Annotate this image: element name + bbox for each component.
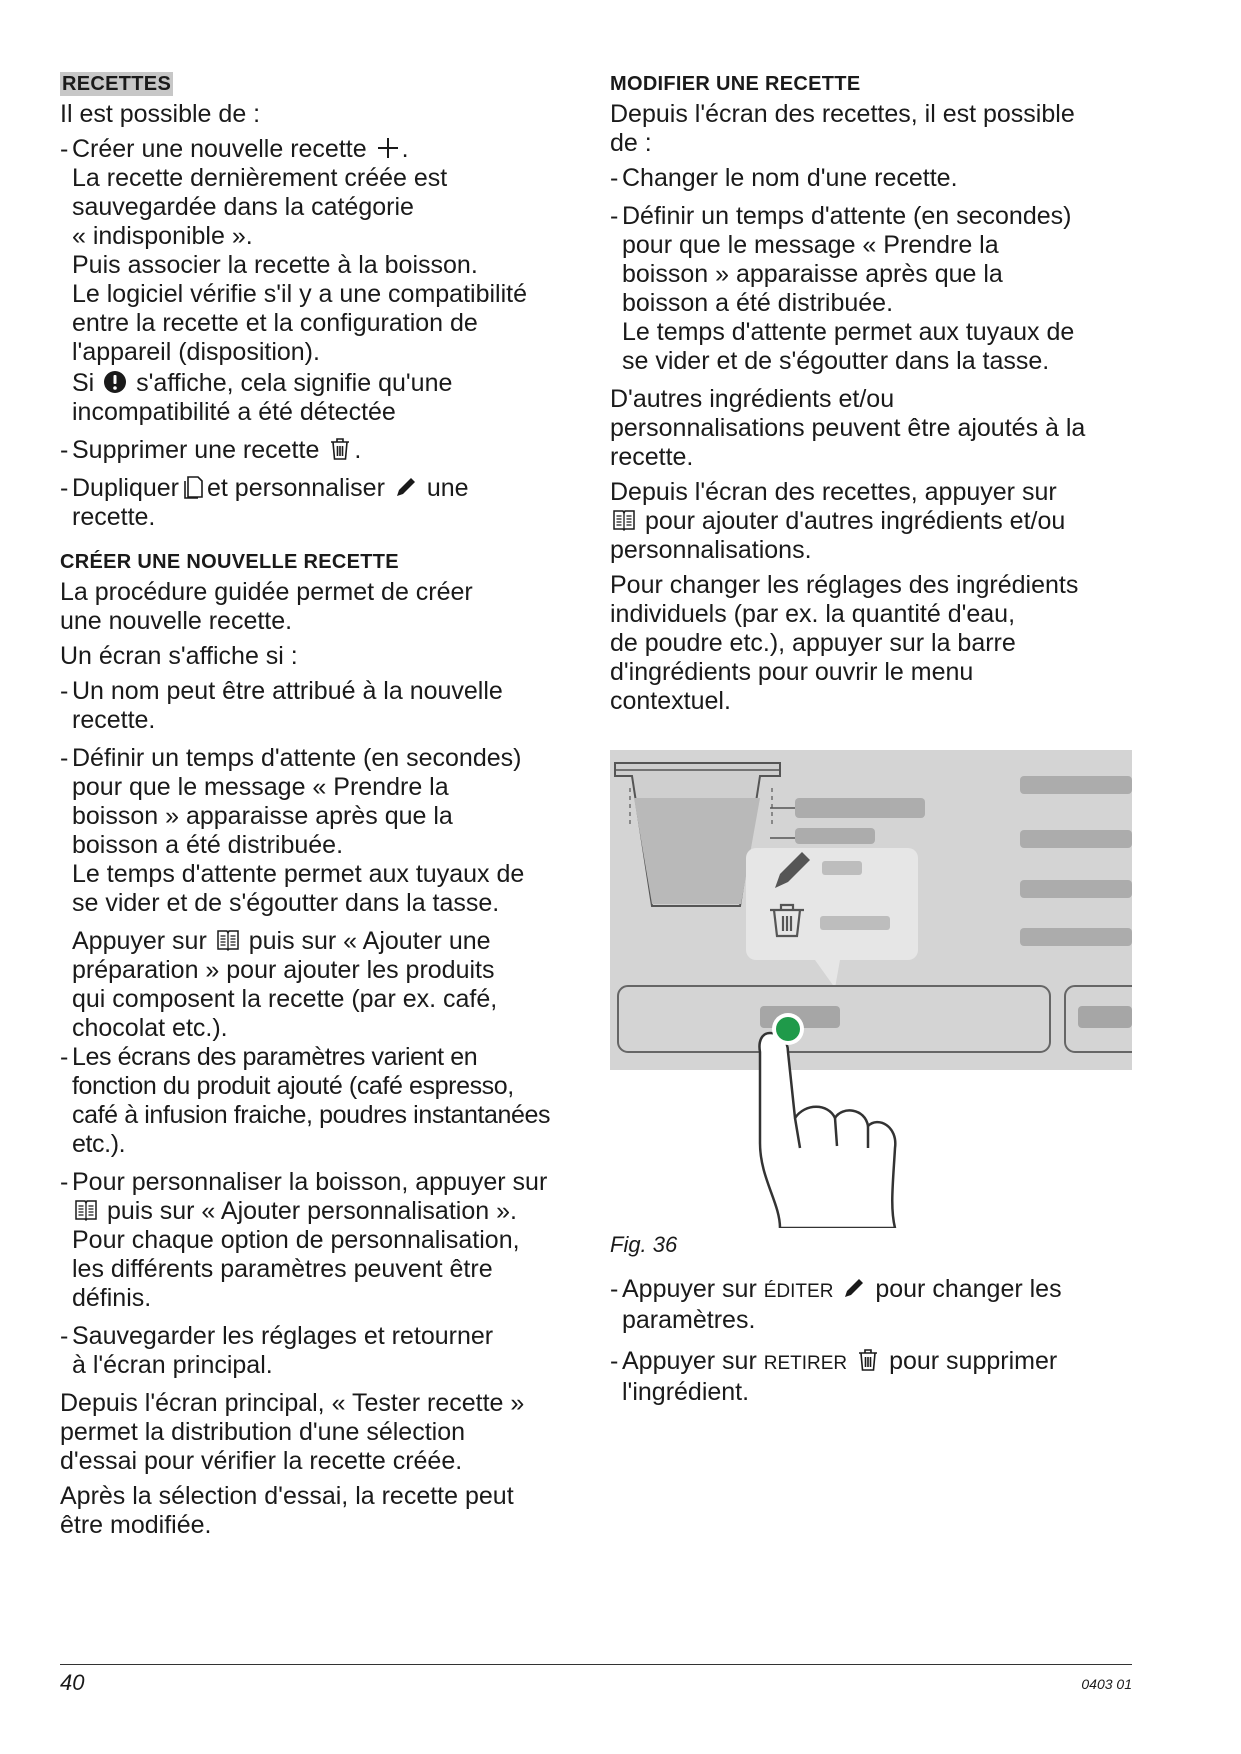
copy-icon [181, 475, 205, 499]
paragraph-screen: Un écran s'affiche si : [60, 642, 298, 670]
list-item-create: - Créer une nouvelle recette . La recette dernièrement créée est sauvegardée dans la catégorie « indisponible ». Puis associer la recette à la boisson. Le logiciel vérifie s'il y a une compatibilité entre la recette et la configuration de l'appareil (disposition). Si s'affiche, cela signifie qu'une incompatibilité a été détectée [60, 135, 527, 426]
tap-indicator [776, 1017, 800, 1041]
paragraph-other-ingredients: D'autres ingrédients et/ou personnalisations peuvent être ajoutés à la recette. [610, 385, 1086, 471]
list-item-rename: - Changer le nom d'une recette. [610, 164, 958, 192]
document-code: 0403 01 [1081, 1676, 1132, 1692]
list-item-screens: - Les écrans des paramètres varient en fonction du produit ajouté (café espresso, café à infusion fraiche, poudres instantanées etc.). [60, 1043, 551, 1158]
right-bottom-list [610, 1275, 1140, 1416]
recipe-book-icon [74, 1198, 98, 1222]
paragraph-after-test: Après la sélection d'essai, la recette peut être modifiée. [60, 1482, 514, 1539]
section-title-recettes: RECETTES [62, 73, 172, 95]
list-item-wait-time-2: - Définir un temps d'attente (en secondes) pour que le message « Prendre la boisson » apparaisse après que la boisson a été distribuée. Le temps d'attente permet aux tuyaux de se vider et de s'égoutter dans la tasse. [610, 202, 1075, 375]
trash-icon [856, 1348, 880, 1372]
list-item-personalize: - Pour personnaliser la boisson, appuyer sur puis sur « Ajouter personnalisation ». Pour chaque option de personnalisation, les différents paramètres peuvent être définis. [60, 1168, 548, 1312]
list-item-delete: - Supprimer une recette . [60, 436, 362, 464]
footer-rule [60, 1664, 1132, 1665]
figure-36-illustration [610, 748, 1132, 1228]
page-number: 40 [60, 1670, 85, 1695]
warning-icon [103, 370, 127, 394]
right-column [610, 72, 1140, 722]
paragraph-guided: La procédure guidée permet de créer une nouvelle recette. [60, 578, 473, 635]
paragraph-modify-intro: Depuis l'écran des recettes, il est possible de : [610, 100, 1075, 157]
section-title-create: CRÉER UNE NOUVELLE RECETTE [60, 551, 399, 573]
list-item-remove: - Appuyer sur RETIRER pour supprimer l'ingrédient. [610, 1347, 1058, 1406]
list-item-duplicate: - Dupliquer et personnaliser une recette. [60, 474, 469, 531]
paragraph-press-book: Depuis l'écran des recettes, appuyer sur pour ajouter d'autres ingrédients et/ou personnalisations. [610, 478, 1066, 564]
list-item-wait-time: - Définir un temps d'attente (en secondes) pour que le message « Prendre la boisson » apparaisse après que la boisson a été distribuée. Le temps d'attente permet aux tuyaux de se vider et de s'égoutter dans la tasse. [60, 744, 525, 917]
section-title-modify: MODIFIER UNE RECETTE [610, 73, 861, 95]
list-item-edit: - Appuyer sur ÉDITER pour changer les paramètres. [610, 1275, 1062, 1334]
plus-icon [376, 136, 400, 160]
pencil-icon [394, 475, 418, 499]
pencil-icon [842, 1276, 866, 1300]
recipe-book-icon [612, 508, 636, 532]
left-column [60, 72, 580, 1546]
recipe-book-icon [216, 928, 240, 952]
list-item-name: - Un nom peut être attribué à la nouvelle recette. [60, 677, 503, 734]
figure-caption: Fig. 36 [610, 1232, 678, 1257]
paragraph-ingredient-bar: Pour changer les réglages des ingrédients individuels (par ex. la quantité d'eau, de poudre etc.), appuyer sur la barre d'ingrédients pour ouvrir le menu contextuel. [610, 571, 1079, 715]
paragraph-add-preparation: Appuyer sur puis sur « Ajouter une préparation » pour ajouter les produits qui composent la recette (par ex. café, chocolat etc.). [72, 927, 498, 1042]
trash-icon [328, 437, 352, 461]
paragraph-test-recipe: Depuis l'écran principal, « Tester recette » permet la distribution d'une sélection d'essai pour vérifier la recette créée. [60, 1389, 525, 1475]
list-item-save: - Sauvegarder les réglages et retourner à l'écran principal. [60, 1322, 494, 1379]
intro-text: Il est possible de : [60, 100, 261, 128]
